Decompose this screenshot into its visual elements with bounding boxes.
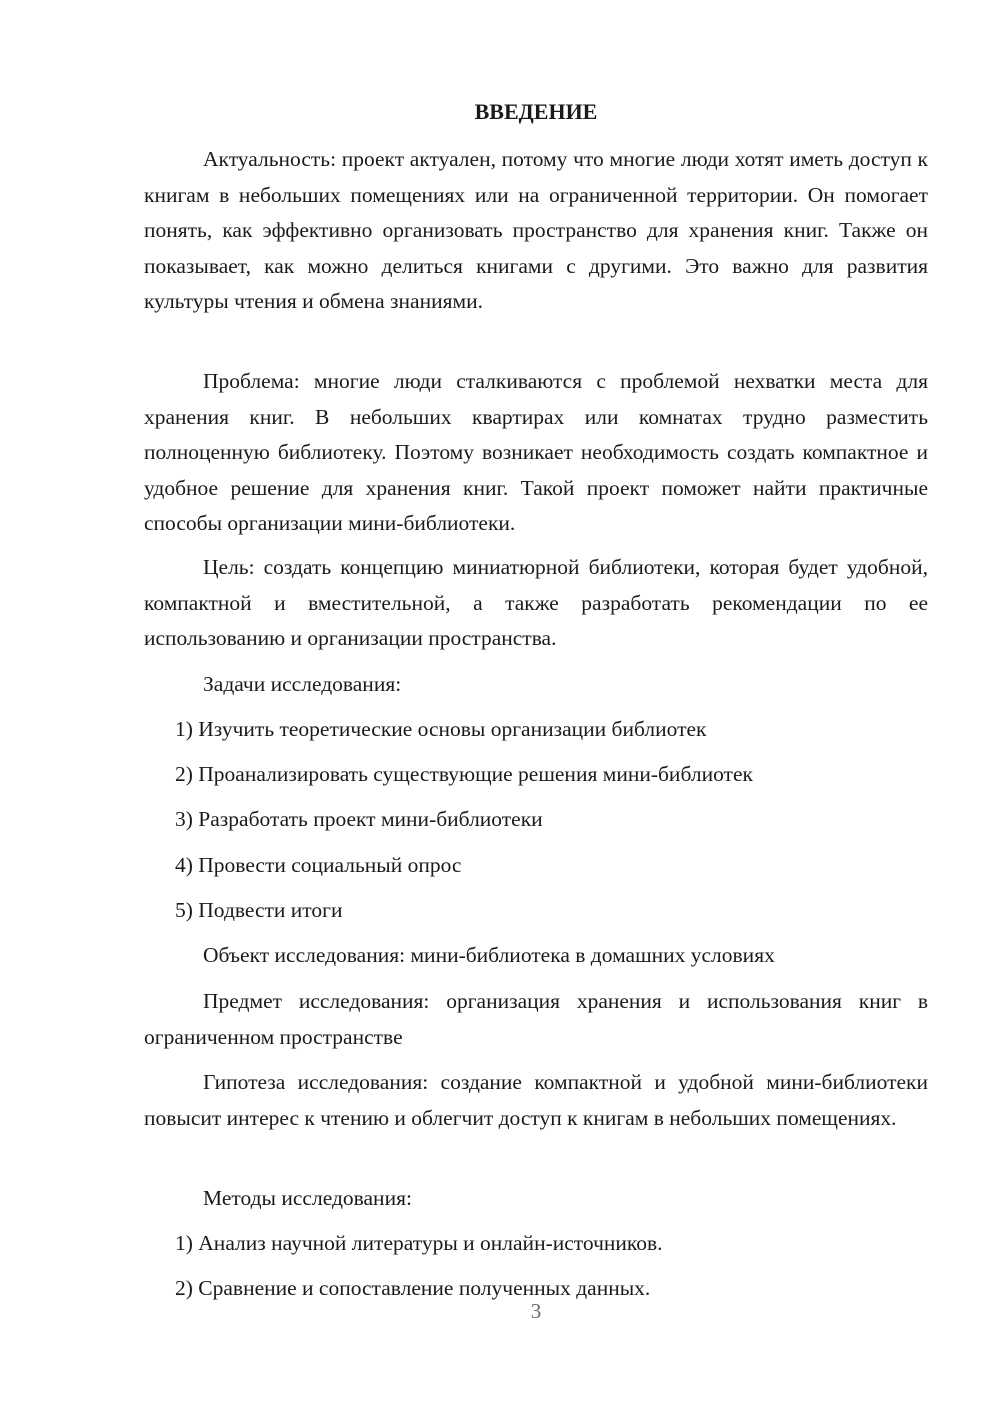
list-item: 3) Разработать проект мини-библиотеки (175, 807, 543, 831)
hypothesis-paragraph: Гипотеза исследования: создание компактной и удобной мини-библиотеки повысит интерес к чтению и облегчит доступ к книгам в небольших помещениях. (144, 1070, 928, 1130)
relevance-section (144, 142, 928, 320)
tasks-title: Задачи исследования: (203, 672, 402, 696)
tasks-list (144, 712, 928, 748)
list-item: 4) Провести социальный опрос (175, 853, 462, 877)
section-heading: ВВЕДЕНИЕ (474, 99, 598, 124)
tasks-list (144, 757, 928, 793)
tasks-list (144, 893, 928, 929)
problem-paragraph: Проблема: многие люди сталкиваются с проблемой нехватки места для хранения книг. В небольших квартирах или комнатах трудно разместить полноценную библиотеку. Поэтому возникает необходимость создать компактное и удобное решение для хранения книг. Такой проект поможет найти практичные способы организации мини-библиотеки. (144, 369, 928, 535)
hypothesis-section (144, 1065, 928, 1136)
page-number: 3 (530, 1299, 542, 1323)
list-item: 1) Изучить теоретические основы организации библиотек (175, 717, 707, 741)
object-section (144, 938, 928, 974)
methods-list (144, 1226, 928, 1262)
relevance-paragraph: Актуальность: проект актуален, потому что многие люди хотят иметь доступ к книгам в небольших помещениях или на ограниченной территории. Он помогает понять, как эффективно организовать пространство для хранения книг. Также он показывает, как можно делиться книгами с другими. Это важно для развития культуры чтения и обмена знаниями. (144, 147, 928, 313)
tasks-title-section (144, 667, 928, 703)
list-item: 2) Проанализировать существующие решения мини-библиотек (175, 762, 753, 786)
tasks-list (144, 848, 928, 884)
methods-title: Методы исследования: (203, 1186, 412, 1210)
goal-paragraph: Цель: создать концепцию миниатюрной библиотеки, которая будет удобной, компактной и вместительной, а также разработать рекомендации по ее использованию и организации пространства. (144, 555, 928, 650)
goal-section (144, 550, 928, 657)
methods-title-section (144, 1181, 928, 1217)
subject-section (144, 984, 928, 1055)
list-item: 5) Подвести итоги (175, 898, 343, 922)
tasks-list (144, 802, 928, 838)
list-item: 1) Анализ научной литературы и онлайн-источников. (175, 1231, 663, 1255)
subject-paragraph: Предмет исследования: организация хранения и использования книг в ограниченном пространстве (144, 989, 928, 1049)
object-paragraph: Объект исследования: мини-библиотека в домашних условиях (203, 943, 775, 967)
list-item: 2) Сравнение и сопоставление полученных данных. (175, 1276, 651, 1300)
problem-section (144, 364, 928, 542)
